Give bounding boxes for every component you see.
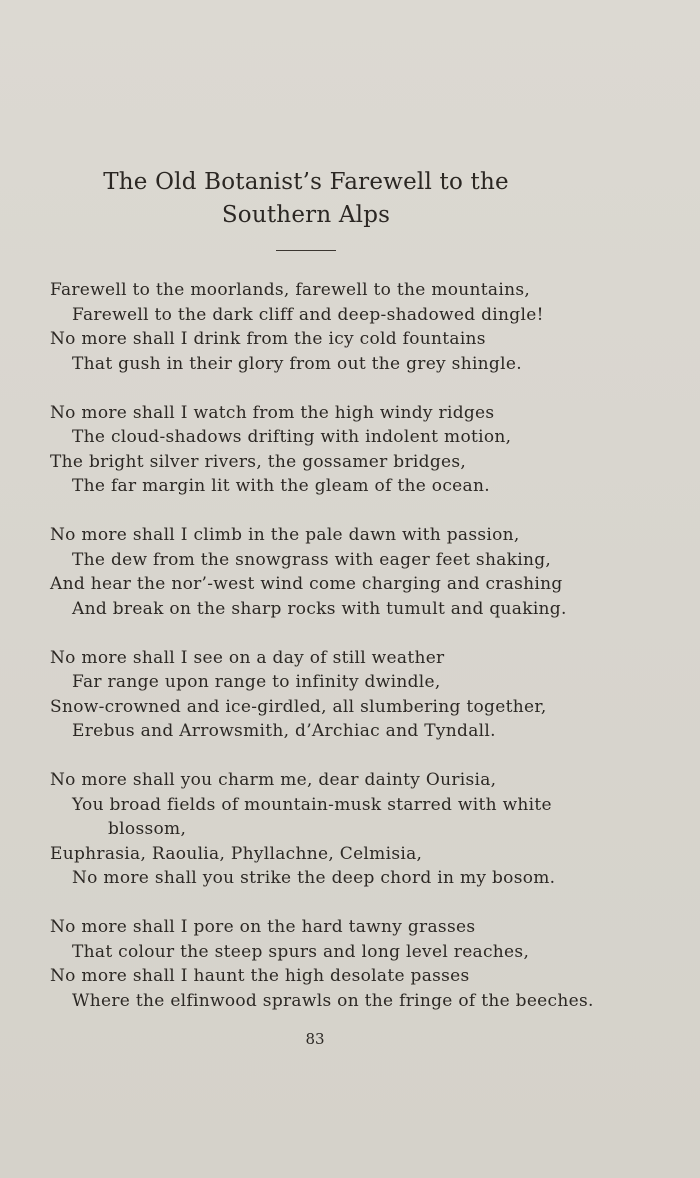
poem-line: Farewell to the moorlands, farewell to the mountains, — [50, 280, 531, 300]
poem-title-line-2: Southern Alps — [221, 202, 391, 228]
poem-line: No more shall I watch from the high windy ridges — [50, 402, 495, 423]
poem-line: And break on the sharp rocks with tumult and quaking. — [72, 598, 567, 619]
poem-line: No more shall I drink from the icy cold fountains — [50, 329, 486, 349]
poem-line: Euphrasia, Raoulia, Phyllachne, Celmisia, — [50, 843, 423, 864]
poem-line: The bright silver rivers, the gossamer bridges, — [50, 451, 467, 472]
stanza-5 — [50, 768, 610, 891]
stanza-1 — [50, 278, 610, 376]
poem-line: The cloud-shadows drifting with indolent motion, — [72, 427, 512, 447]
stanza-6 — [50, 915, 610, 1013]
poem-line: The dew from the snowgrass with eager feet shaking, — [72, 549, 552, 570]
poem-line: You broad fields of mountain-musk starred with white — [72, 794, 552, 815]
poem-line: blossom, — [108, 819, 187, 839]
stanza-3 — [50, 523, 610, 621]
poem-line: No more shall you charm me, dear dainty Ourisia, — [50, 770, 497, 790]
poem-line: Erebus and Arrowsmith, d’Archiac and Tyndall. — [72, 721, 496, 741]
poem-line: That gush in their glory from out the grey shingle. — [72, 353, 522, 374]
poem-line: And hear the nor’-west wind come charging and crashing — [50, 574, 563, 594]
stanza-2 — [50, 401, 610, 499]
poem-title-line-1: The Old Botanist’s Farewell to the — [103, 169, 509, 195]
poem-line: Farewell to the dark cliff and deep-shadowed dingle! — [72, 304, 544, 325]
poem-title — [0, 166, 612, 232]
poem-line: No more shall I haunt the high desolate passes — [50, 966, 470, 986]
poem-line: Where the elfinwood sprawls on the fringe of the beeches. — [72, 990, 594, 1011]
poem-line: That colour the steep spurs and long level reaches, — [72, 941, 530, 962]
title-divider — [276, 250, 336, 251]
poem-line: No more shall I climb in the pale dawn with passion, — [50, 525, 520, 545]
poem-line: No more shall I pore on the hard tawny grasses — [50, 917, 476, 937]
poem-line: No more shall I see on a day of still weather — [50, 647, 445, 668]
page-number: 83 — [305, 1030, 325, 1048]
poem-line: Far range upon range to infinity dwindle, — [72, 672, 441, 692]
poem-line: The far margin lit with the gleam of the ocean. — [72, 476, 490, 496]
poem-line: No more shall you strike the deep chord in my bosom. — [72, 868, 556, 888]
poem-line: Snow-crowned and ice-girdled, all slumbering together, — [50, 696, 547, 717]
stanza-4 — [50, 646, 610, 744]
poem-body — [50, 278, 610, 1038]
